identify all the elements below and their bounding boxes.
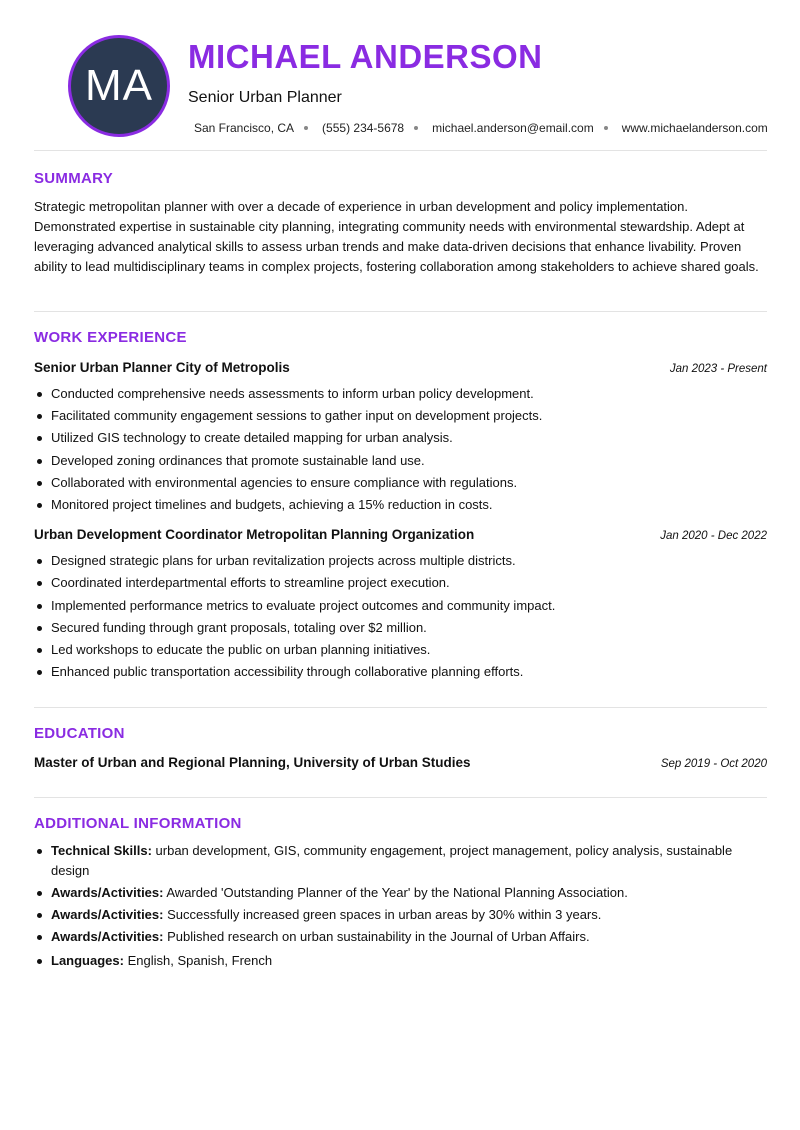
- job-header: [34, 358, 767, 379]
- contact-separator-dot: [304, 126, 308, 130]
- education-heading: EDUCATION: [34, 725, 125, 742]
- avatar: [68, 35, 170, 137]
- additional-section: [34, 814, 767, 973]
- job-header: [34, 525, 767, 546]
- job-bullet: Led workshops to educate the public on urban planning initiatives.: [34, 639, 767, 661]
- job-bullet: Coordinated interdepartmental efforts to streamline project execution.: [34, 572, 767, 594]
- education-section: [34, 724, 767, 774]
- job-dates: Jan 2020 - Dec 2022: [660, 530, 767, 543]
- additional-item-text: Successfully increased green spaces in urban areas by 30% within 3 years.: [163, 907, 602, 922]
- job-bullet: Facilitated community engagement sessions to gather input on development projects.: [34, 405, 767, 427]
- avatar-initials: MA: [85, 61, 153, 110]
- contact-separator-dot: [604, 126, 608, 130]
- contact-email: michael.anderson@email.com: [432, 121, 594, 135]
- contact-website: www.michaelanderson.com: [621, 121, 768, 135]
- additional-list: [34, 841, 767, 971]
- additional-item-text: Awarded 'Outstanding Planner of the Year' by the National Planning Association.: [163, 885, 628, 900]
- additional-item-text: urban development, GIS, community engagement, project management, policy analysis, sustainable design: [51, 843, 733, 878]
- education-entry: [34, 753, 767, 774]
- job-bullet: Implemented performance metrics to evaluate project outcomes and community impact.: [34, 595, 767, 617]
- education-dates: Sep 2019 - Oct 2020: [660, 758, 767, 770]
- job-dates: Jan 2023 - Present: [669, 363, 767, 375]
- section-divider: [34, 311, 767, 312]
- job-bullet: Monitored project timelines and budgets, achieving a 15% reduction in costs.: [34, 494, 767, 516]
- additional-heading: ADDITIONAL INFORMATION: [34, 815, 242, 832]
- job-bullet: Enhanced public transportation accessibility through collaborative planning efforts.: [34, 661, 767, 683]
- contact-phone: (555) 234-5678: [322, 121, 405, 135]
- section-divider: [34, 797, 767, 798]
- job-role: Senior Urban Planner City of Metropolis: [34, 360, 290, 375]
- additional-item-label: Technical Skills:: [51, 843, 152, 858]
- contact-line: [194, 119, 768, 137]
- job-bullet: Collaborated with environmental agencies to ensure compliance with regulations.: [34, 472, 767, 494]
- job-role: Urban Development Coordinator Metropolitan Planning Organization: [34, 527, 475, 543]
- job-bullet: Secured funding through grant proposals, totaling over $2 million.: [34, 617, 767, 639]
- job-bullet: Developed zoning ordinances that promote sustainable land use.: [34, 450, 767, 472]
- section-divider: [34, 150, 767, 151]
- additional-item: [34, 905, 767, 925]
- job-bullet: Conducted comprehensive needs assessments to inform urban policy development.: [34, 383, 767, 405]
- additional-item-label: Awards/Activities:: [51, 907, 164, 922]
- job-bullet: Utilized GIS technology to create detailed mapping for urban analysis.: [34, 427, 767, 449]
- summary-text: Strategic metropolitan planner with over a decade of experience in urban development and policy implementation. Demonstrated expertise in sustainable city planning, integrating community needs with environmental stewardship. Adept at leveraging advanced analytical skills to assess urban trends and make data-driven decisions that enhance livability. Proven ability to lead multidisciplinary teams in complex projects, fostering collaboration among stakeholders to achieve shared goals.: [34, 199, 759, 274]
- additional-item-label: Awards/Activities:: [51, 885, 164, 900]
- experience-section: [34, 328, 767, 683]
- summary-section: [34, 169, 767, 277]
- additional-item-label: Languages:: [51, 953, 124, 968]
- job-bullet: Designed strategic plans for urban revitalization projects across multiple districts.: [34, 550, 767, 572]
- candidate-name: MICHAEL ANDERSON: [188, 38, 543, 75]
- additional-item: [34, 927, 767, 947]
- additional-item-text: Published research on urban sustainability in the Journal of Urban Affairs.: [163, 929, 590, 944]
- additional-item: [34, 883, 767, 903]
- education-degree: Master of Urban and Regional Planning, University of Urban Studies: [34, 755, 471, 770]
- experience-heading: WORK EXPERIENCE: [34, 329, 187, 346]
- contact-separator-dot: [414, 126, 418, 130]
- resume-header: [34, 0, 767, 150]
- additional-item: [34, 951, 767, 971]
- summary-heading: SUMMARY: [34, 170, 114, 187]
- job-entry: [34, 358, 767, 516]
- additional-item-text: English, Spanish, French: [123, 953, 273, 968]
- job-bullets: [34, 383, 767, 516]
- job-entry: [34, 525, 767, 683]
- job-bullets: [34, 550, 767, 683]
- contact-location: San Francisco, CA: [194, 121, 295, 135]
- additional-item: [34, 841, 767, 881]
- candidate-title: Senior Urban Planner: [188, 89, 342, 106]
- section-divider: [34, 707, 767, 708]
- additional-item-label: Awards/Activities:: [51, 929, 164, 944]
